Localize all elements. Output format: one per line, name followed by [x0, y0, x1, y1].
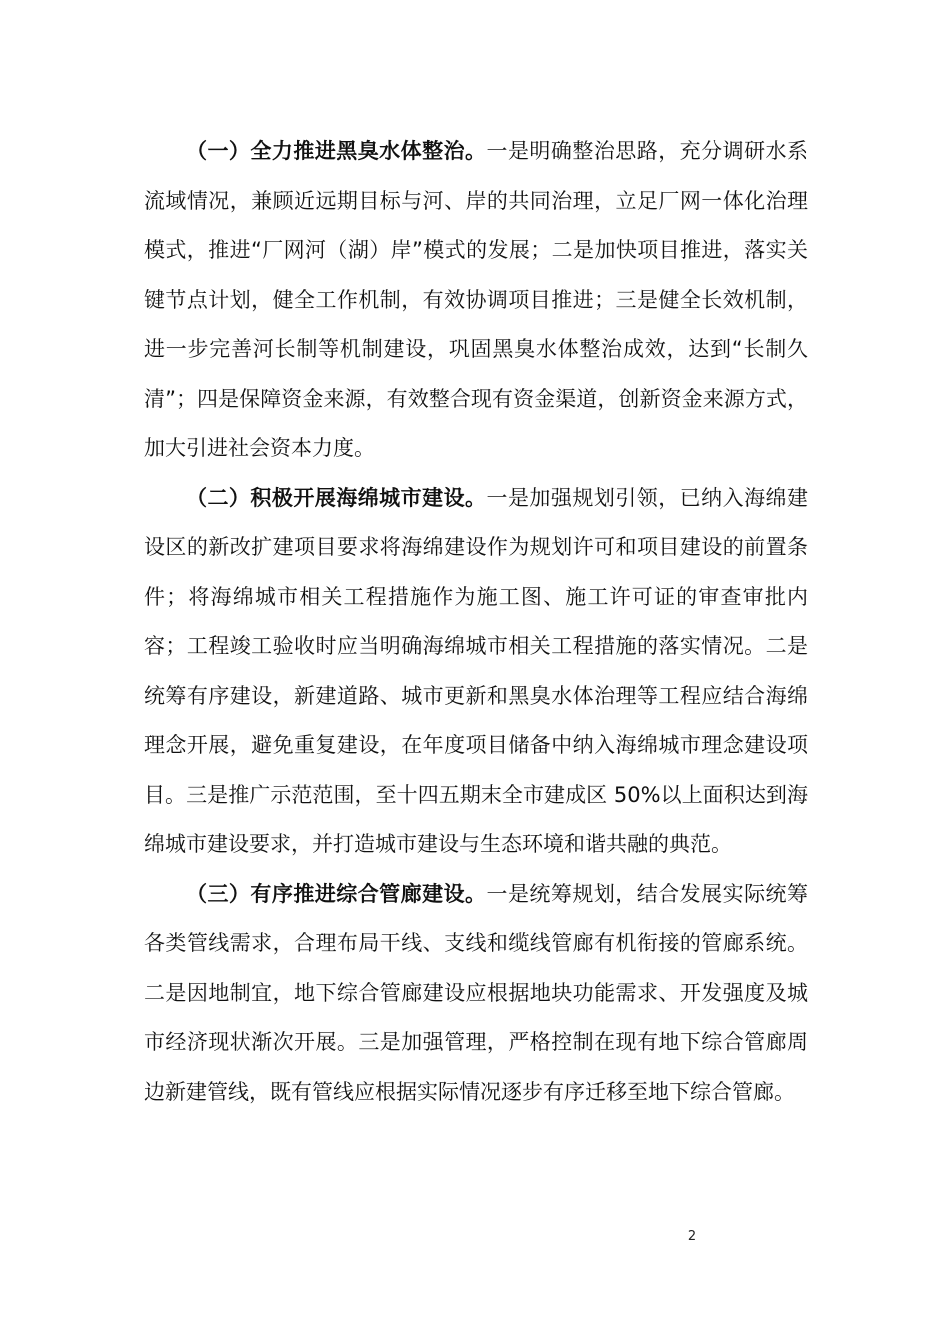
section-body-3: 一是统筹规划，结合发展实际统筹各类管线需求，合理布局干线、支线和缆线管廊有机衔接的管廊系统。二是因地制宜，地下综合管廊建设应根据地块功能需求、开发强度及城市经济现状渐次开展。三是加强管理，严格控制在现有地下综合管廊周边新建管线，既有管线应根据实际情况逐步有序迁移至地下综合管廊。 [144, 881, 808, 1104]
page-number: 2 [687, 1229, 697, 1244]
section-body-1: 一是明确整治思路，充分调研水系流域情况，兼顾近远期目标与河、岸的共同治理，立足厂网一体化治理模式，推进“厂网河（湖）岸”模式的发展；二是加快项目推进，落实关键节点计划，健全工作机制，有效协调项目推进；三是健全长效机制，进一步完善河长制等机制建设，巩固黑臭水体整治成效，达到“长制久清”；四是保障资金来源，有效整合现有资金渠道，创新资金来源方式，加大引进社会资本力度。 [144, 139, 808, 460]
section-heading-1: （一）全力推进黑臭水体整治。 [186, 139, 487, 163]
section-paragraph-3 [144, 870, 808, 1118]
section-paragraph-2 [144, 474, 808, 870]
section-heading-2: （二）积极开展海绵城市建设。 [186, 485, 487, 510]
section-heading-3: （三）有序推进综合管廊建设。 [186, 881, 487, 906]
section-paragraph-1 [144, 127, 808, 474]
section-body-2: 一是加强规划引领，已纳入海绵建设区的新改扩建项目要求将海绵建设作为规划许可和项目建设的前置条件；将海绵城市相关工程措施作为施工图、施工许可证的审查审批内容；工程竣工验收时应当明确海绵城市相关工程措施的落实情况。二是统筹有序建设，新建道路、城市更新和黑臭水体治理等工程应结合海绵理念开展，避免重复建设，在年度项目储备中纳入海绵城市理念建设项目。三是推广示范范围，至十四五期末全市建成区 50%以上面积达到海绵城市建设要求，并打造城市建设与生态环境和谐共融的典范。 [144, 485, 808, 856]
document-body [144, 127, 808, 1117]
